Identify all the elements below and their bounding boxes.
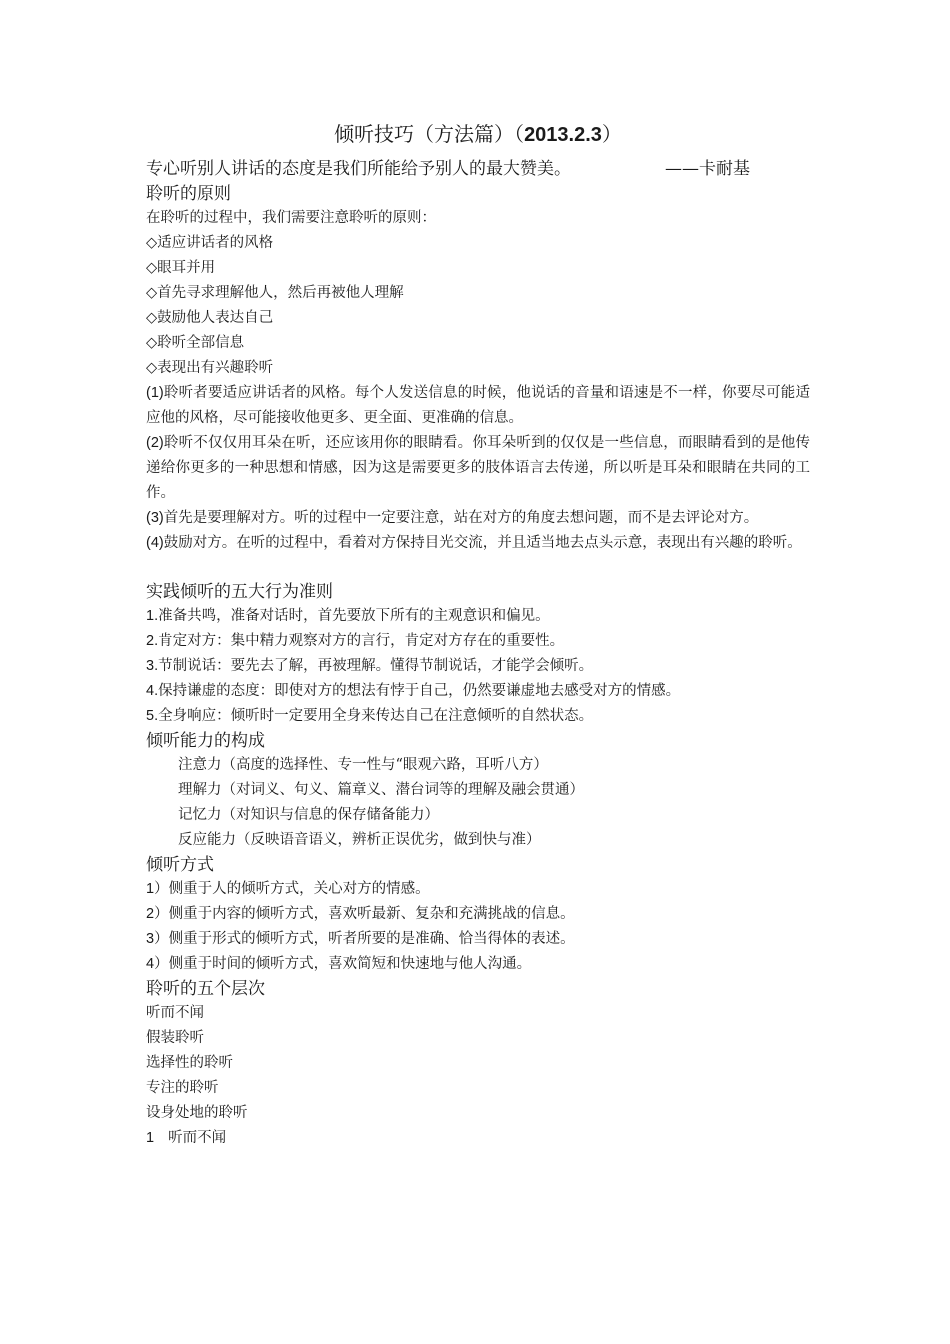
level-item: 设身处地的聆听 [146, 1105, 248, 1121]
level-item: 假装聆听 [146, 1030, 204, 1046]
section-heading-styles: 倾听方式 [146, 855, 214, 875]
title-close: ） [601, 122, 622, 146]
principle-bullet: ◇首先寻求理解他人，然后再被他人理解 [146, 285, 404, 301]
principle-paragraph [146, 506, 810, 531]
level-item: 选择性的聆听 [146, 1055, 233, 1071]
ability-item: 记忆力（对知识与信息的保存储备能力） [178, 807, 439, 823]
rule-text: 保持谦虚的态度：即使对方的想法有悖于自己，仍然要谦虚地去感受对方的情感。 [158, 683, 681, 699]
principle-bullet: ◇表现出有兴趣聆听 [146, 360, 274, 376]
rule-item [146, 679, 810, 704]
principle-bullet: ◇眼耳并用 [146, 260, 216, 276]
rule-number: 1. [146, 608, 159, 624]
style-item [146, 877, 810, 902]
style-item [146, 902, 810, 927]
document-page [146, 118, 810, 1151]
rule-text: 全身响应：倾听时一定要用全身来传达自己在注意倾听的自然状态。 [158, 708, 594, 724]
style-text: 侧重于形式的倾听方式，听者所要的是准确、恰当得体的表述。 [168, 931, 575, 947]
quote-author: ——卡耐基 [665, 159, 750, 179]
style-text: 侧重于人的倾听方式，关心对方的情感。 [168, 881, 430, 897]
rule-item [146, 704, 810, 729]
rule-number: 3. [146, 658, 159, 674]
principles-intro: 在聆听的过程中，我们需要注意聆听的原则： [146, 210, 436, 226]
section-heading-abilities: 倾听能力的构成 [146, 731, 265, 751]
section-heading-five-rules: 实践倾听的五大行为准则 [146, 582, 333, 602]
level-detail-text: 听而不闻 [168, 1130, 227, 1146]
level-number: 1 [146, 1130, 155, 1146]
principle-paragraph [146, 531, 810, 556]
ability-item: 注意力（高度的选择性、专一性与“眼观六路，耳听八方） [178, 757, 548, 773]
paragraph-number: (2) [146, 435, 164, 451]
principle-bullet: ◇适应讲话者的风格 [146, 235, 274, 251]
title-main: 倾听技巧（方法篇）（ [334, 122, 525, 146]
quote-text: 专心听别人讲话的态度是我们所能给予别人的最大赞美。 [146, 159, 571, 179]
rule-item [146, 629, 810, 654]
section-heading-principles: 聆听的原则 [146, 184, 231, 204]
paragraph-number: (3) [146, 510, 164, 526]
epigraph [146, 157, 810, 182]
style-number: 2） [146, 906, 169, 922]
paragraph-number: (1) [146, 385, 164, 401]
paragraph-text: 鼓励对方。在听的过程中，看着对方保持目光交流，并且适当地去点头示意，表现出有兴趣的聆听。 [163, 535, 802, 551]
style-number: 3） [146, 931, 169, 947]
paragraph-text: 聆听者要适应讲话者的风格。每个人发送信息的时候，他说话的音量和语速是不一样，你要尽可能适应他的风格，尽可能接收他更多、更全面、更准确的信息。 [146, 385, 810, 426]
style-number: 4） [146, 956, 169, 972]
principle-bullet: ◇聆听全部信息 [146, 335, 245, 351]
rule-text: 准备共鸣，准备对话时，首先要放下所有的主观意识和偏见。 [158, 608, 550, 624]
rule-number: 2. [146, 633, 159, 649]
document-title [146, 118, 810, 151]
rule-number: 5. [146, 708, 159, 724]
section-spacer [146, 556, 810, 580]
level-item: 听而不闻 [146, 1005, 204, 1021]
level-item: 专注的聆听 [146, 1080, 219, 1096]
ability-item: 反应能力（反映语音语义，辨析正误优劣，做到快与准） [178, 832, 541, 848]
style-item [146, 952, 810, 977]
rule-number: 4. [146, 683, 159, 699]
principle-paragraph [146, 381, 810, 431]
paragraph-text: 首先是要理解对方。听的过程中一定要注意，站在对方的角度去想问题，而不是去评论对方。 [163, 510, 759, 526]
style-item [146, 927, 810, 952]
principle-paragraph [146, 431, 810, 506]
paragraph-number: (4) [146, 535, 164, 551]
principle-bullet: ◇鼓励他人表达自己 [146, 310, 274, 326]
style-text: 侧重于时间的倾听方式，喜欢简短和快速地与他人沟通。 [168, 956, 532, 972]
rule-text: 节制说话：要先去了解，再被理解。懂得节制说话，才能学会倾听。 [158, 658, 594, 674]
style-number: 1） [146, 881, 169, 897]
style-text: 侧重于内容的倾听方式，喜欢听最新、复杂和充满挑战的信息。 [168, 906, 575, 922]
level-detail-heading [146, 1126, 810, 1151]
rule-item [146, 604, 810, 629]
ability-item: 理解力（对词义、句义、篇章义、潜台词等的理解及融会贯通） [178, 782, 584, 798]
section-heading-levels: 聆听的五个层次 [146, 979, 265, 999]
title-date: 2013.2.3 [524, 124, 602, 146]
paragraph-text: 聆听不仅仅用耳朵在听，还应该用你的眼睛看。你耳朵听到的仅仅是一些信息，而眼睛看到的是他传递给你更多的一种思想和情感，因为这是需要更多的肢体语言去传递，所以听是耳朵和眼睛在共同的工作。 [146, 435, 810, 501]
rule-item [146, 654, 810, 679]
rule-text: 肯定对方：集中精力观察对方的言行，肯定对方存在的重要性。 [158, 633, 565, 649]
